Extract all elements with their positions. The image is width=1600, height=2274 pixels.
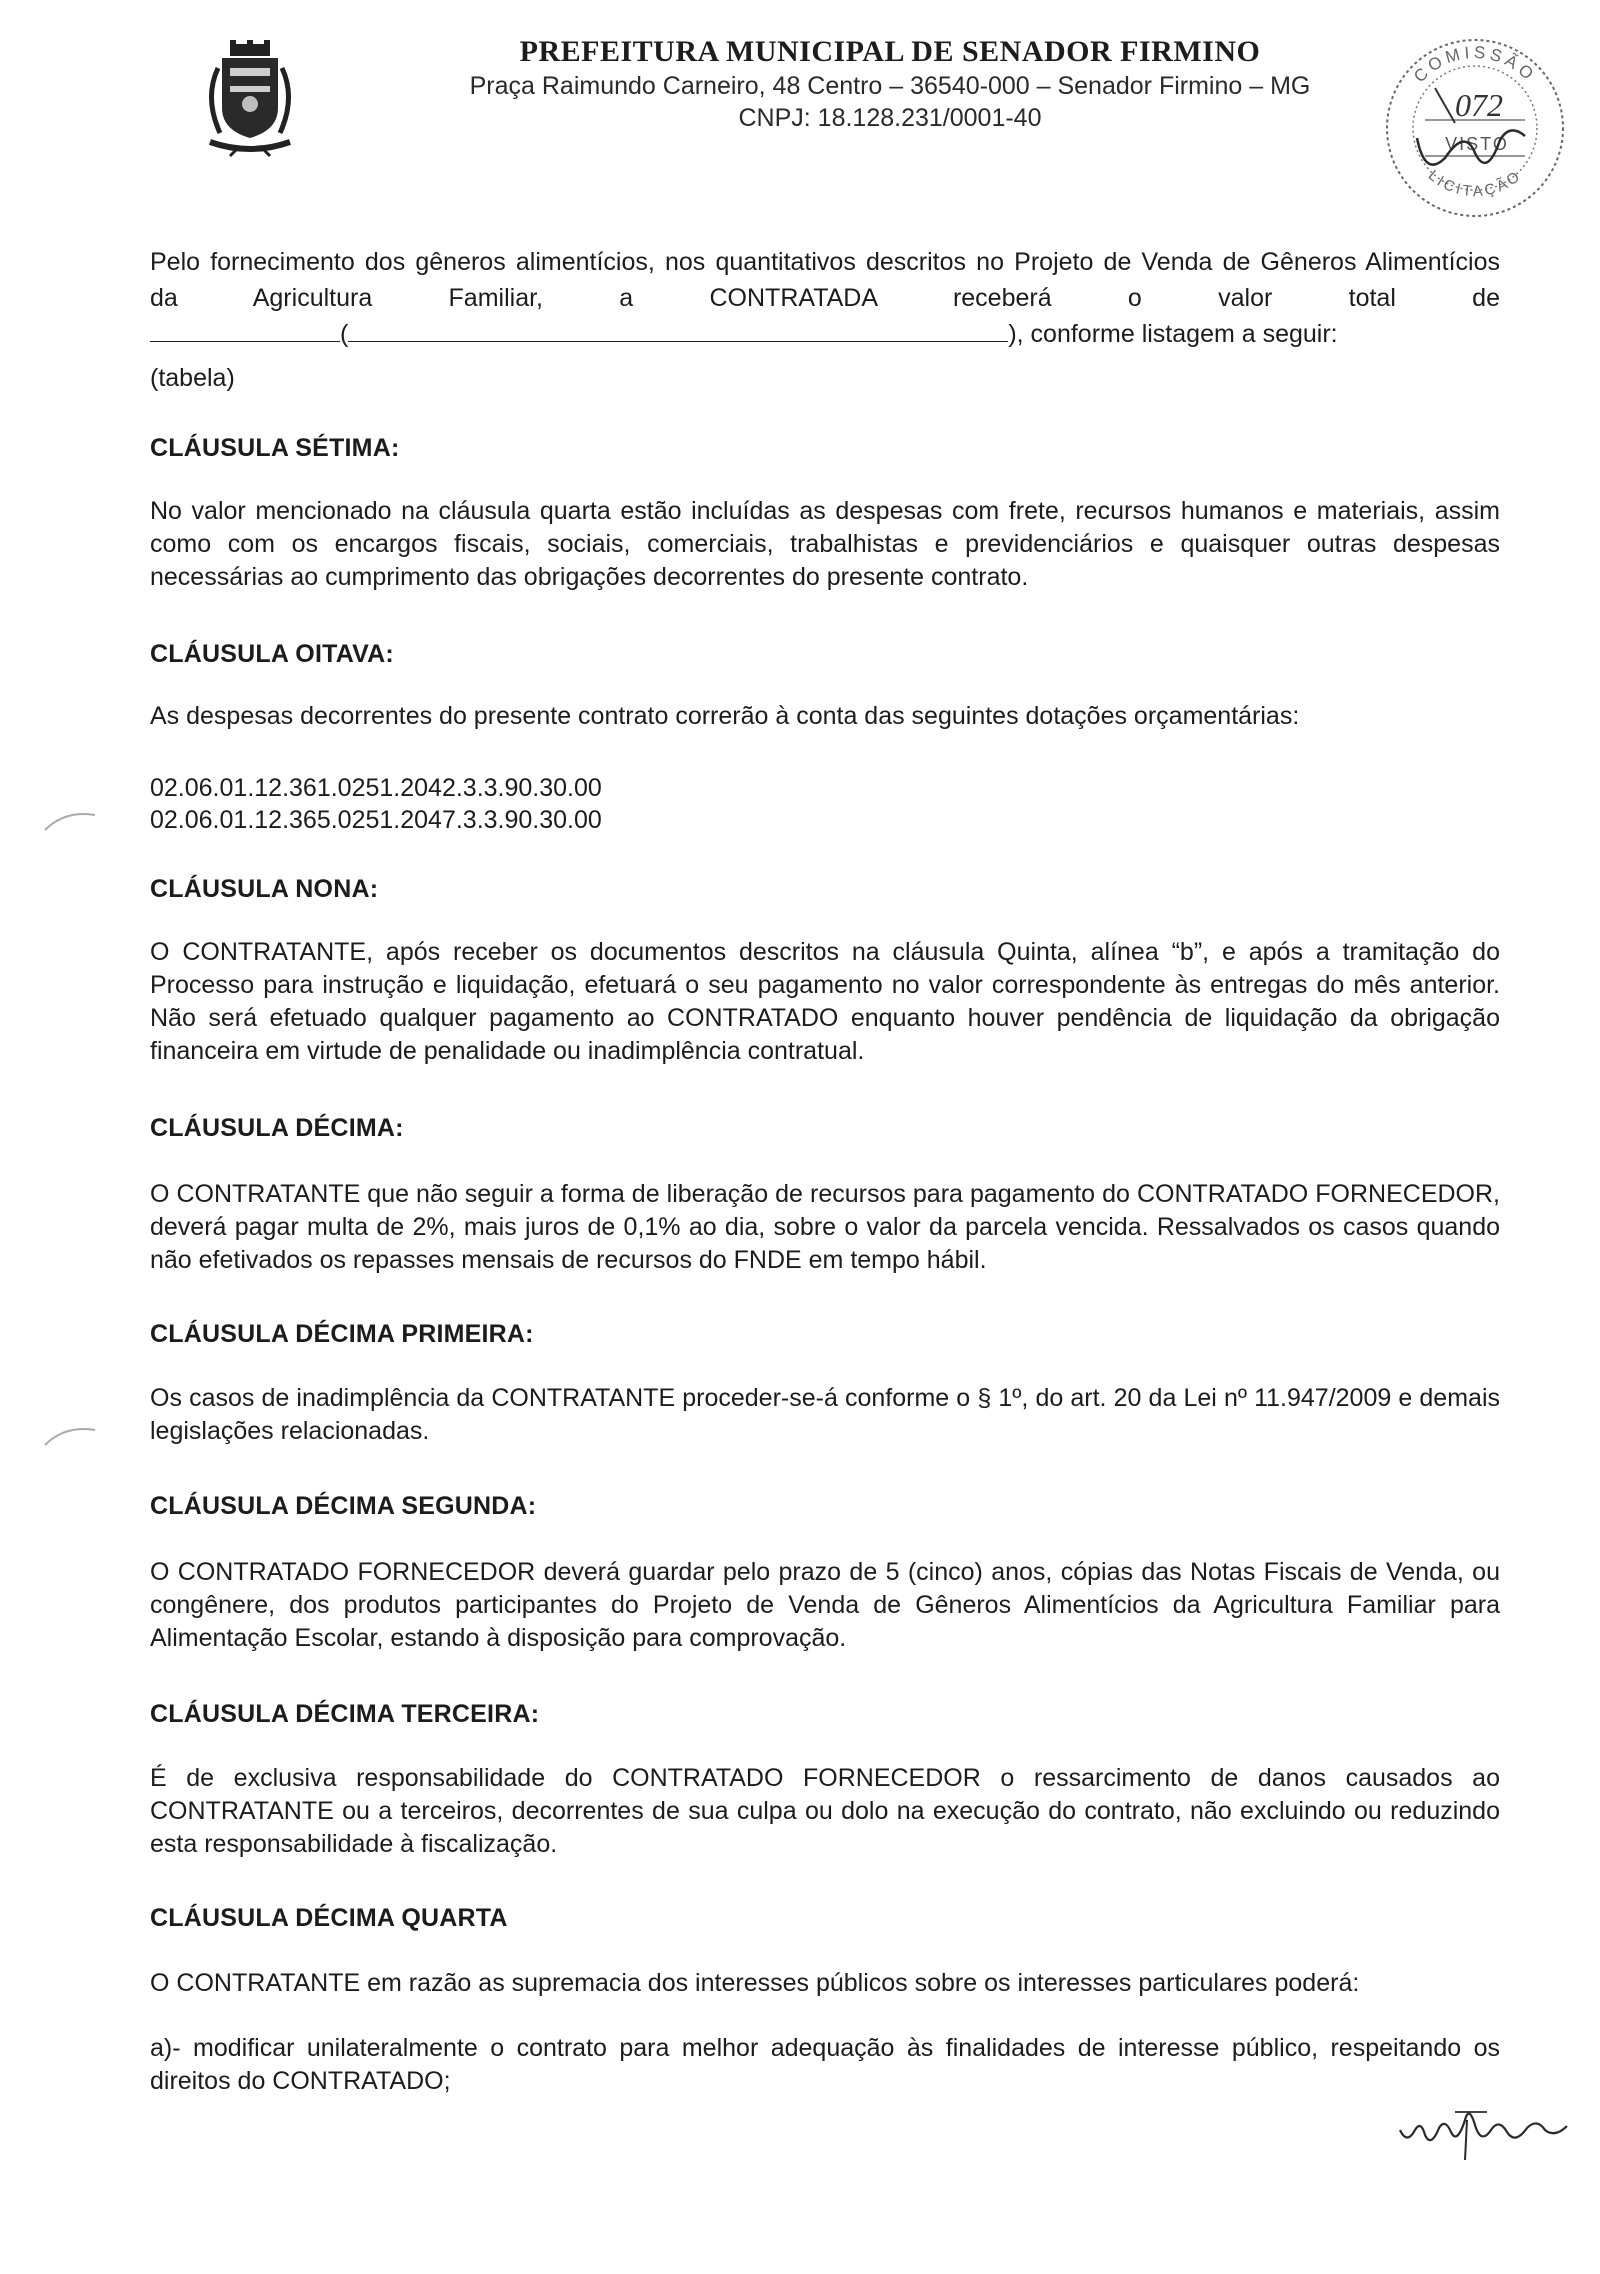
commission-stamp-icon bbox=[1375, 28, 1575, 228]
clause-11-text: Os casos de inadimplência da CONTRATANTE proceder-se-á conforme o § 1º, do art. 20 da Lei nº 11.947/2009 e demais legislações relacionadas. bbox=[150, 1384, 1500, 1445]
svg-text:COMISSÃO bbox=[1410, 43, 1540, 87]
clause-9-title: CLÁUSULA NONA: bbox=[150, 875, 379, 903]
svg-text:LICITAÇÃO bbox=[1425, 167, 1525, 201]
margin-bracket-mark-icon bbox=[40, 1420, 100, 1450]
value-blank-field[interactable] bbox=[150, 319, 340, 342]
municipality-address: Praça Raimundo Carneiro, 48 Centro – 36540-000 – Senador Firmino – MG bbox=[469, 72, 1311, 100]
clause-14-title: CLÁUSULA DÉCIMA QUARTA bbox=[150, 1904, 508, 1932]
dotacao-2: 02.06.01.12.365.0251.2047.3.3.90.30.00 bbox=[150, 806, 602, 834]
clause-10-text: O CONTRATANTE que não seguir a forma de liberação de recursos para pagamento do CONTRATADO FORNECEDOR, deverá pagar multa de 2%, mais juros de 0,1% ao dia, sobre o valor da parcela vencida. Ressalvados os casos quando não efetivados os repasses mensais de recursos do FNDE em tempo hábil. bbox=[150, 1180, 1500, 1274]
clause-7-title: CLÁUSULA SÉTIMA: bbox=[150, 434, 400, 462]
clause-14-item-a: a)- modificar unilateralmente o contrato para melhor adequação às finalidades de interesse público, respeitando os direitos do CONTRATADO; bbox=[150, 2034, 1500, 2095]
clause-12-title: CLÁUSULA DÉCIMA SEGUNDA: bbox=[150, 1492, 537, 1520]
clause-14-text: O CONTRATANTE em razão as supremacia dos interesses públicos sobre os interesses particulares poderá: bbox=[150, 1969, 1360, 1997]
clause-13-text: É de exclusiva responsabilidade do CONTRATADO FORNECEDOR o ressarcimento de danos causados ao CONTRATANTE ou a terceiros, decorrentes de sua culpa ou dolo na execução do contrato, não excluindo ou reduzindo esta responsabilidade à fiscalização. bbox=[150, 1764, 1500, 1858]
clause-13-title: CLÁUSULA DÉCIMA TERCEIRA: bbox=[150, 1700, 540, 1728]
stamp-visto: VISTO bbox=[1445, 134, 1509, 154]
clause-8-text: As despesas decorrentes do presente contrato correrão à conta das seguintes dotações orçamentárias: bbox=[150, 702, 1300, 730]
intro-line-2: da Agricultura Familiar, a CONTRATADA receberá o valor total de bbox=[150, 284, 1500, 312]
municipality-title: PREFEITURA MUNICIPAL DE SENADOR FIRMINO bbox=[519, 35, 1261, 68]
handwritten-signature-icon bbox=[1395, 2090, 1570, 2170]
clause-11-title: CLÁUSULA DÉCIMA PRIMEIRA: bbox=[150, 1320, 534, 1348]
clause-7-text: No valor mencionado na cláusula quarta estão incluídas as despesas com frete, recursos humanos e materiais, assim como com os encargos fiscais, sociais, comerciais, trabalhistas e previdenciários e quaisquer outras despesas necessárias ao cumprimento das obrigações decorrentes do presente contrato. bbox=[150, 497, 1500, 591]
stamp-number: 072 bbox=[1455, 87, 1503, 123]
clause-10-title: CLÁUSULA DÉCIMA: bbox=[150, 1114, 404, 1142]
stamp-bottom-text: LICITAÇÃO bbox=[1424, 166, 1526, 201]
table-placeholder-note: (tabela) bbox=[150, 364, 235, 392]
clause-9-text: O CONTRATANTE, após receber os documentos descritos na cláusula Quinta, alínea “b”, e após a tramitação do Processo para instrução e liquidação, efetuará o seu pagamento no valor correspondente às entregas do mês anterior. Não será efetuado qualquer pagamento ao CONTRATADO enquanto houver pendência de liquidação da obrigação financeira em virtude de penalidade ou inadimplência contratual. bbox=[150, 938, 1500, 1065]
intro-line-3 bbox=[150, 318, 1500, 351]
clause-12-text: O CONTRATADO FORNECEDOR deverá guardar pelo prazo de 5 (cinco) anos, cópias das Notas Fiscais de Venda, ou congênere, dos produtos participantes do Projeto de Venda de Gêneros Alimentícios da Agricultura Familiar para Alimentação Escolar, estando à disposição para comprovação. bbox=[150, 1558, 1500, 1652]
municipality-cnpj: CNPJ: 18.128.231/0001-40 bbox=[738, 104, 1042, 132]
letterhead bbox=[380, 34, 1400, 134]
stamp-top-text: COMISSÃO bbox=[1410, 42, 1540, 87]
clause-8-title: CLÁUSULA OITAVA: bbox=[150, 640, 394, 668]
margin-bracket-mark-icon bbox=[40, 805, 100, 835]
municipal-coat-of-arms-icon bbox=[200, 38, 300, 158]
intro-line-3-suffix: ), conforme listagem a seguir: bbox=[1008, 320, 1338, 348]
value-in-words-blank-field[interactable] bbox=[348, 319, 1008, 342]
open-paren: ( bbox=[340, 320, 349, 348]
dotacao-1: 02.06.01.12.361.0251.2042.3.3.90.30.00 bbox=[150, 774, 602, 802]
intro-line-1: Pelo fornecimento dos gêneros alimentícios, nos quantitativos descritos no Projeto de Venda de Gêneros Alimentícios bbox=[150, 248, 1500, 276]
